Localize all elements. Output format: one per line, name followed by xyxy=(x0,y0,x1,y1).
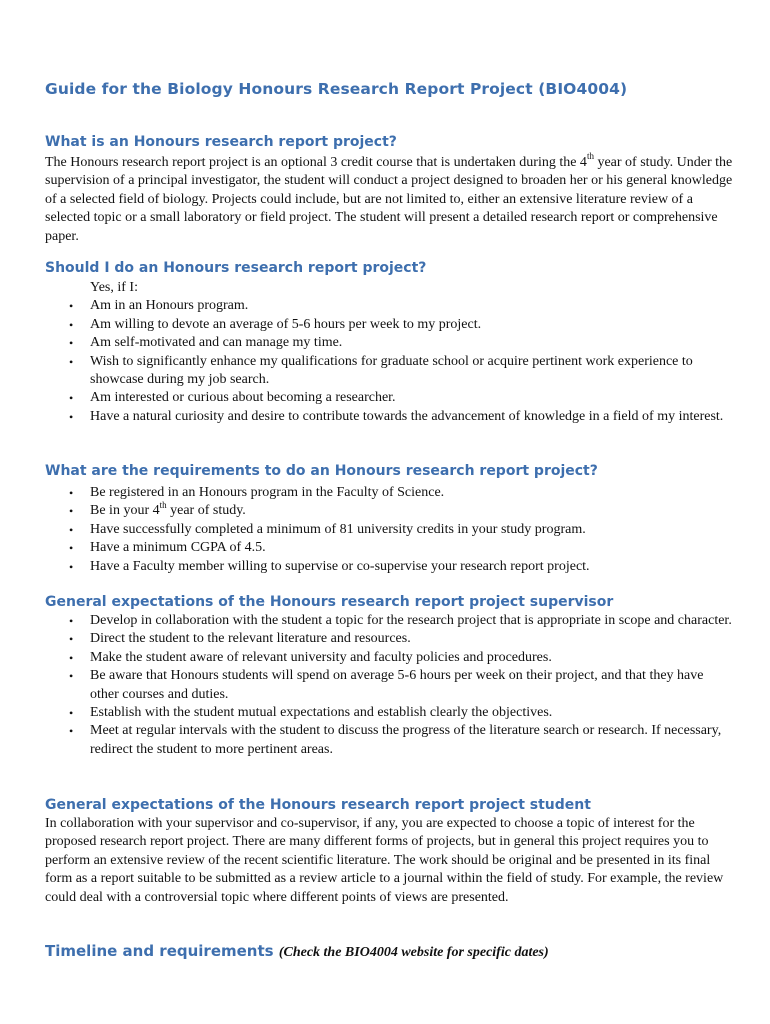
list-item-text: Make the student aware of relevant university and faculty policies and procedures. xyxy=(90,649,552,665)
list-item xyxy=(69,389,735,407)
bullet-icon: • xyxy=(69,486,74,500)
ordinal-suffix: th xyxy=(586,151,594,162)
section-student-expectations xyxy=(45,795,735,907)
paragraph-text: The Honours research report project is an optional 3 credit course that is undertaken during the 4 xyxy=(45,155,587,170)
section-supervisor-expectations xyxy=(45,592,735,759)
section-heading xyxy=(45,941,735,963)
timeline-note: (Check the BIO4004 website for specific dates) xyxy=(278,945,549,960)
bullet-icon: • xyxy=(69,706,74,721)
list-item-text: Develop in collaboration with the student a topic for the research project that is appropriate in scope and character. xyxy=(90,613,732,628)
document-title: Guide for the Biology Honours Research Report Project (BIO4004) xyxy=(45,80,628,98)
section-heading: General expectations of the Honours research report project supervisor xyxy=(45,594,614,610)
list-item-text: year of study. xyxy=(166,503,246,519)
bullet-icon: • xyxy=(69,317,74,332)
list-intro: Yes, if I: xyxy=(90,280,138,295)
bullet-icon: • xyxy=(69,559,74,574)
list-item-text: Am self-motivated and can manage my time. xyxy=(90,335,343,351)
bullet-icon: • xyxy=(69,650,74,665)
list-item-text: Have a Faculty member willing to supervise or co-supervise your research report project. xyxy=(90,558,590,574)
list-item-text: Direct the student to the relevant literature and resources. xyxy=(90,631,411,647)
list-item xyxy=(69,558,735,576)
bullet-list xyxy=(45,484,735,576)
list-item xyxy=(69,667,735,704)
list-item xyxy=(69,521,735,539)
bullet-list xyxy=(45,612,735,759)
list-item-text: Be registered in an Honours program in the Faculty of Science. xyxy=(90,485,445,500)
bullet-icon: • xyxy=(69,336,74,351)
list-item-text: Have a minimum CGPA of 4.5. xyxy=(90,540,266,556)
bullet-icon: • xyxy=(69,614,74,628)
list-item xyxy=(69,334,735,352)
bullet-icon: • xyxy=(69,541,74,556)
paragraph-text: year of study. Under the supervision of a principal investigator, the student will conduct a project designed to broaden her or his general knowledge of a selected field of biology. Projects could include, but are not limited to, either an extensive literature review of a selected topic or a small laboratory or field project. The student will present a detailed research report or comprehensive paper. xyxy=(45,155,733,244)
section-timeline xyxy=(45,941,735,963)
list-item xyxy=(69,316,735,334)
bullet-icon: • xyxy=(69,522,74,537)
list-item-text: Am interested or curious about becoming a researcher. xyxy=(90,390,396,406)
section-heading: What is an Honours research report project? xyxy=(45,134,397,150)
list-item xyxy=(69,499,735,520)
list-item xyxy=(69,484,735,502)
section-requirements xyxy=(45,461,735,576)
list-item xyxy=(69,722,735,759)
section-should-i xyxy=(45,258,735,426)
list-item-text: Am in an Honours program. xyxy=(90,298,249,314)
timeline-heading-text: Timeline and requirements xyxy=(45,942,274,960)
list-item xyxy=(69,612,735,630)
list-item-text: Meet at regular intervals with the student to discuss the progress of the literature search or research. If necessary, redirect the student to more pertinent areas. xyxy=(90,723,722,757)
bullet-icon: • xyxy=(69,669,74,684)
list-item xyxy=(69,408,735,426)
section-heading: What are the requirements to do an Honours research report project? xyxy=(45,463,598,479)
list-item xyxy=(69,630,735,648)
list-item xyxy=(69,539,735,557)
bullet-icon: • xyxy=(69,504,74,519)
bullet-icon: • xyxy=(69,299,74,314)
list-item xyxy=(69,649,735,667)
list-item-text: Be in your 4 xyxy=(90,503,160,519)
section-what-is xyxy=(45,132,735,246)
list-item-text: Be aware that Honours students will spend on average 5-6 hours per week on their project, and that they have other courses and duties. xyxy=(90,668,704,702)
section-heading: Should I do an Honours research report project? xyxy=(45,260,427,276)
bullet-icon: • xyxy=(69,724,74,739)
bullet-list xyxy=(45,297,735,426)
section-paragraph: In collaboration with your supervisor and co-supervisor, if any, you are expected to choose a topic of interest for the proposed research report project. There are many different forms of projects, but in general this project requires you to perform an extensive review of the recent scientific literature. The work should be original and be presented in its final form as a report suitable to be submitted as a review article to a journal within the field of study. For example, the review could deal with a controversial topic where different points of views are presented. xyxy=(45,816,724,905)
section-paragraph xyxy=(45,151,735,246)
list-item xyxy=(69,704,735,722)
list-item-text: Have successfully completed a minimum of 81 university credits in your study program. xyxy=(90,521,586,537)
list-item xyxy=(69,297,735,315)
list-item-text: Wish to significantly enhance my qualifications for graduate school or acquire pertinent work experience to showcase during my job search. xyxy=(90,353,693,388)
list-item-text: Have a natural curiosity and desire to contribute towards the advancement of knowledge in a field of my interest. xyxy=(90,408,724,424)
list-item-text: Establish with the student mutual expectations and establish clearly the objectives. xyxy=(90,705,553,721)
bullet-icon: • xyxy=(69,354,74,369)
list-item-text: Am willing to devote an average of 5-6 hours per week to my project. xyxy=(90,316,482,332)
bullet-icon: • xyxy=(69,391,74,406)
list-item xyxy=(69,353,735,390)
section-heading: General expectations of the Honours research report project student xyxy=(45,797,591,813)
ordinal-suffix: th xyxy=(159,499,167,510)
bullet-icon: • xyxy=(69,409,74,424)
bullet-icon: • xyxy=(69,632,74,647)
